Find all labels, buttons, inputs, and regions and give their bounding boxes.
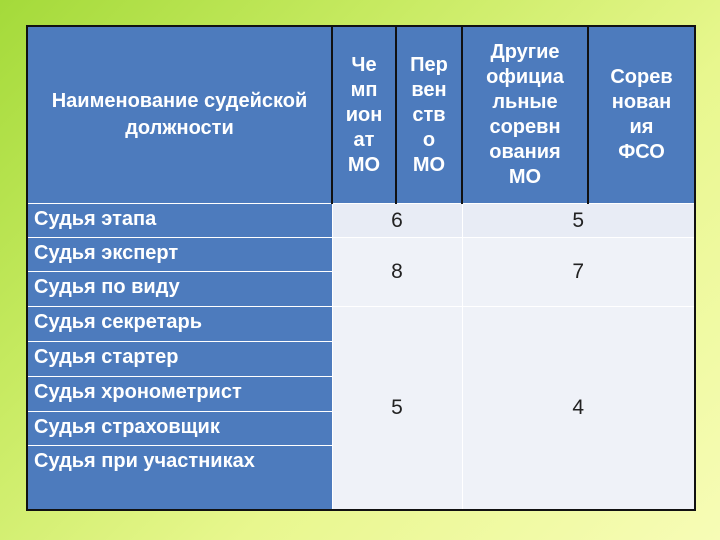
row-label: Судья при участниках (27, 446, 332, 511)
value-cell-group-3-b: 4 (462, 307, 695, 511)
table-row (27, 238, 695, 272)
value-cell-group-1-b: 5 (462, 204, 695, 238)
header-row (27, 26, 695, 204)
value-cell-group-2-a: 8 (332, 238, 462, 307)
header-first-place: Пер вен ств о МО (396, 26, 462, 204)
header-championship: Че мп ион ат МО (332, 26, 396, 204)
table-row (27, 204, 695, 238)
table-row (27, 307, 695, 342)
row-label: Судья этапа (27, 204, 332, 238)
row-label: Судья хронометрист (27, 377, 332, 412)
row-label: Судья эксперт (27, 238, 332, 272)
row-label: Судья секретарь (27, 307, 332, 342)
header-other-official: Другие официа льные соревн ования МО (462, 26, 588, 204)
value-cell-group-3-a: 5 (332, 307, 462, 511)
row-label: Судья по виду (27, 272, 332, 307)
row-label: Судья страховщик (27, 412, 332, 446)
row-label: Судья стартер (27, 342, 332, 377)
value-cell-group-1-a: 6 (332, 204, 462, 238)
header-position: Наименование судейской должности (27, 26, 332, 204)
header-fso: Сорев нован ия ФСО (588, 26, 695, 204)
value-cell-group-2-b: 7 (462, 238, 695, 307)
judges-table (26, 25, 696, 511)
